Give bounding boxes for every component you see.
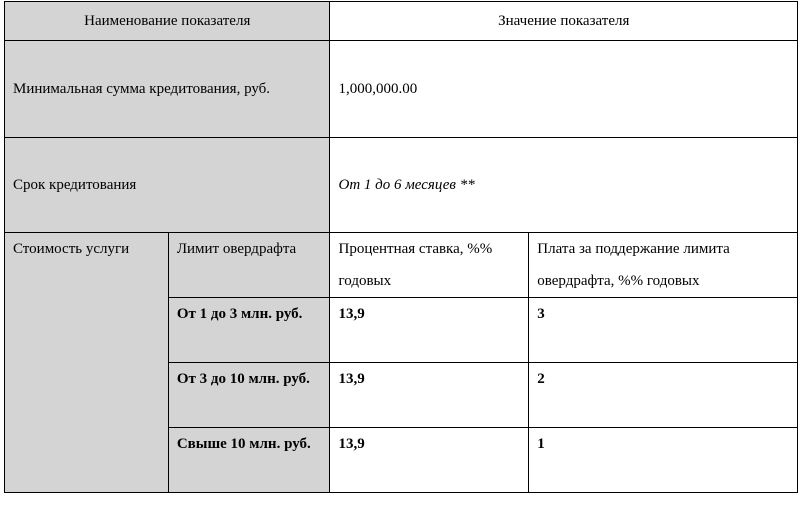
tier-fee: 1	[529, 428, 798, 493]
tier-rate: 13,9	[330, 298, 529, 363]
rate-column-header: Процентная ставка, %% годовых	[330, 233, 529, 298]
tier-limit: От 3 до 10 млн. руб.	[168, 363, 330, 428]
tier-rate: 13,9	[330, 428, 529, 493]
header-indicator-value: Значение показателя	[330, 2, 798, 41]
min-sum-value: 1,000,000.00	[330, 41, 798, 138]
fee-column-header: Плата за поддержание лимита овердрафта, %% годовых	[529, 233, 798, 298]
limit-column-header: Лимит овердрафта	[168, 233, 330, 298]
tier-fee: 2	[529, 363, 798, 428]
table-row	[5, 233, 798, 298]
tier-limit: От 1 до 3 млн. руб.	[168, 298, 330, 363]
term-value: От 1 до 6 месяцев **	[330, 138, 798, 233]
header-indicator-name: Наименование показателя	[5, 2, 330, 41]
table-row	[5, 41, 798, 138]
tier-limit: Свыше 10 млн. руб.	[168, 428, 330, 493]
tier-rate: 13,9	[330, 363, 529, 428]
cost-label: Стоимость услуги	[5, 233, 169, 493]
min-sum-label: Минимальная сумма кредитования, руб.	[5, 41, 330, 138]
table-header-row	[5, 2, 798, 41]
tier-fee: 3	[529, 298, 798, 363]
overdraft-terms-table	[4, 1, 798, 493]
term-label: Срок кредитования	[5, 138, 330, 233]
table-row	[5, 138, 798, 233]
